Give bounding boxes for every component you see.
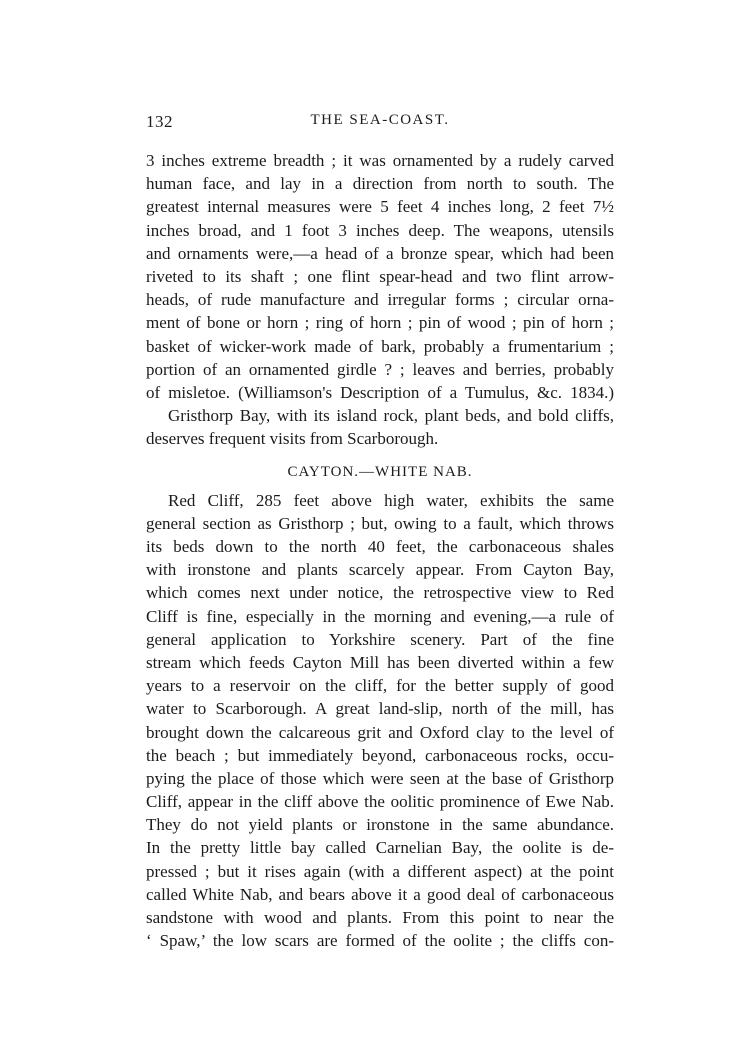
- text-line: Cliff, appear in the cliff above the oolitic prominence of Ewe Nab.: [146, 792, 614, 812]
- text-line: pressed ; but it rises again (with a different aspect) at the point: [146, 861, 614, 881]
- text-line: ment of bone or horn ; ring of horn ; pin of wood ; pin of horn ;: [146, 313, 614, 333]
- text-line: water to Scarborough. A great land-slip, north of the mill, has: [146, 699, 614, 719]
- text-line: In the pretty little bay called Carnelian Bay, the oolite is de-: [146, 838, 614, 858]
- text-line: Cliff is fine, especially in the morning and evening,—a rule of: [146, 606, 614, 626]
- text-line: which comes next under notice, the retrospective view to Red: [146, 583, 614, 603]
- section-heading: CAYTON.—WHITE NAB.: [287, 464, 473, 481]
- text-line: inches broad, and 1 foot 3 inches deep. The weapons, utensils: [146, 220, 614, 240]
- text-line: greatest internal measures were 5 feet 4 inches long, 2 feet 7½: [146, 197, 614, 217]
- text-line: basket of wicker-work made of bark, probably a frumentarium ;: [146, 336, 614, 356]
- body-text: [146, 149, 614, 952]
- text-line: its beds down to the north 40 feet, the carbonaceous shales: [146, 537, 614, 556]
- text-line: stream which feeds Cayton Mill has been diverted within a few: [146, 652, 614, 672]
- page-number: 132: [146, 112, 173, 131]
- text-line: Gristhorp Bay, with its island rock, plant beds, and bold cliffs,: [168, 406, 614, 426]
- running-head: [146, 112, 614, 136]
- paragraph-tumulus-contents: [146, 149, 614, 404]
- text-line: ‘ Spaw,’ the low scars are formed of the oolite ; the cliffs con-: [146, 931, 614, 951]
- text-line: general application to Yorkshire scenery. Part of the fine: [146, 629, 614, 649]
- text-line: deserves frequent visits from Scarborough.: [146, 429, 439, 449]
- text-line: general section as Gristhorp ; but, owing to a fault, which throws: [146, 513, 614, 533]
- text-line: called White Nab, and bears above it a good deal of carbonaceous: [146, 884, 614, 904]
- text-line: with ironstone and plants scarcely appear. From Cayton Bay,: [146, 560, 614, 580]
- text-line: portion of an ornamented girdle ? ; leaves and berries, probably: [146, 359, 614, 379]
- text-line: pying the place of those which were seen at the base of Gristhorp: [146, 768, 614, 788]
- text-line: They do not yield plants or ironstone in the same abundance.: [146, 815, 614, 835]
- text-line: sandstone with wood and plants. From this point to near the: [146, 908, 614, 927]
- text-line: riveted to its shaft ; one flint spear-head and two flint arrow-: [146, 266, 614, 286]
- text-line: years to a reservoir on the cliff, for the better supply of good: [146, 676, 614, 696]
- text-line: Red Cliff, 285 feet above high water, exhibits the same: [168, 490, 614, 510]
- text-line: and ornaments were,—a head of a bronze spear, which had been: [146, 243, 614, 263]
- text-line: of misletoe. (Williamson's Description of a Tumulus, &c. 1834.): [146, 382, 614, 402]
- text-line: heads, of rude manufacture and irregular forms ; circular orna-: [146, 290, 614, 310]
- paragraph-gristhorp-bay: [146, 404, 614, 450]
- header-title: THE SEA-COAST.: [310, 112, 450, 128]
- text-line: the beach ; but immediately beyond, carbonaceous rocks, occu-: [146, 745, 614, 765]
- text-line: 3 inches extreme breadth ; it was ornamented by a rudely carved: [146, 151, 614, 170]
- text-line: human face, and lay in a direction from north to south. The: [146, 174, 614, 194]
- text-line: brought down the calcareous grit and Oxford clay to the level of: [146, 722, 614, 742]
- paragraph-red-cliff: [146, 489, 614, 953]
